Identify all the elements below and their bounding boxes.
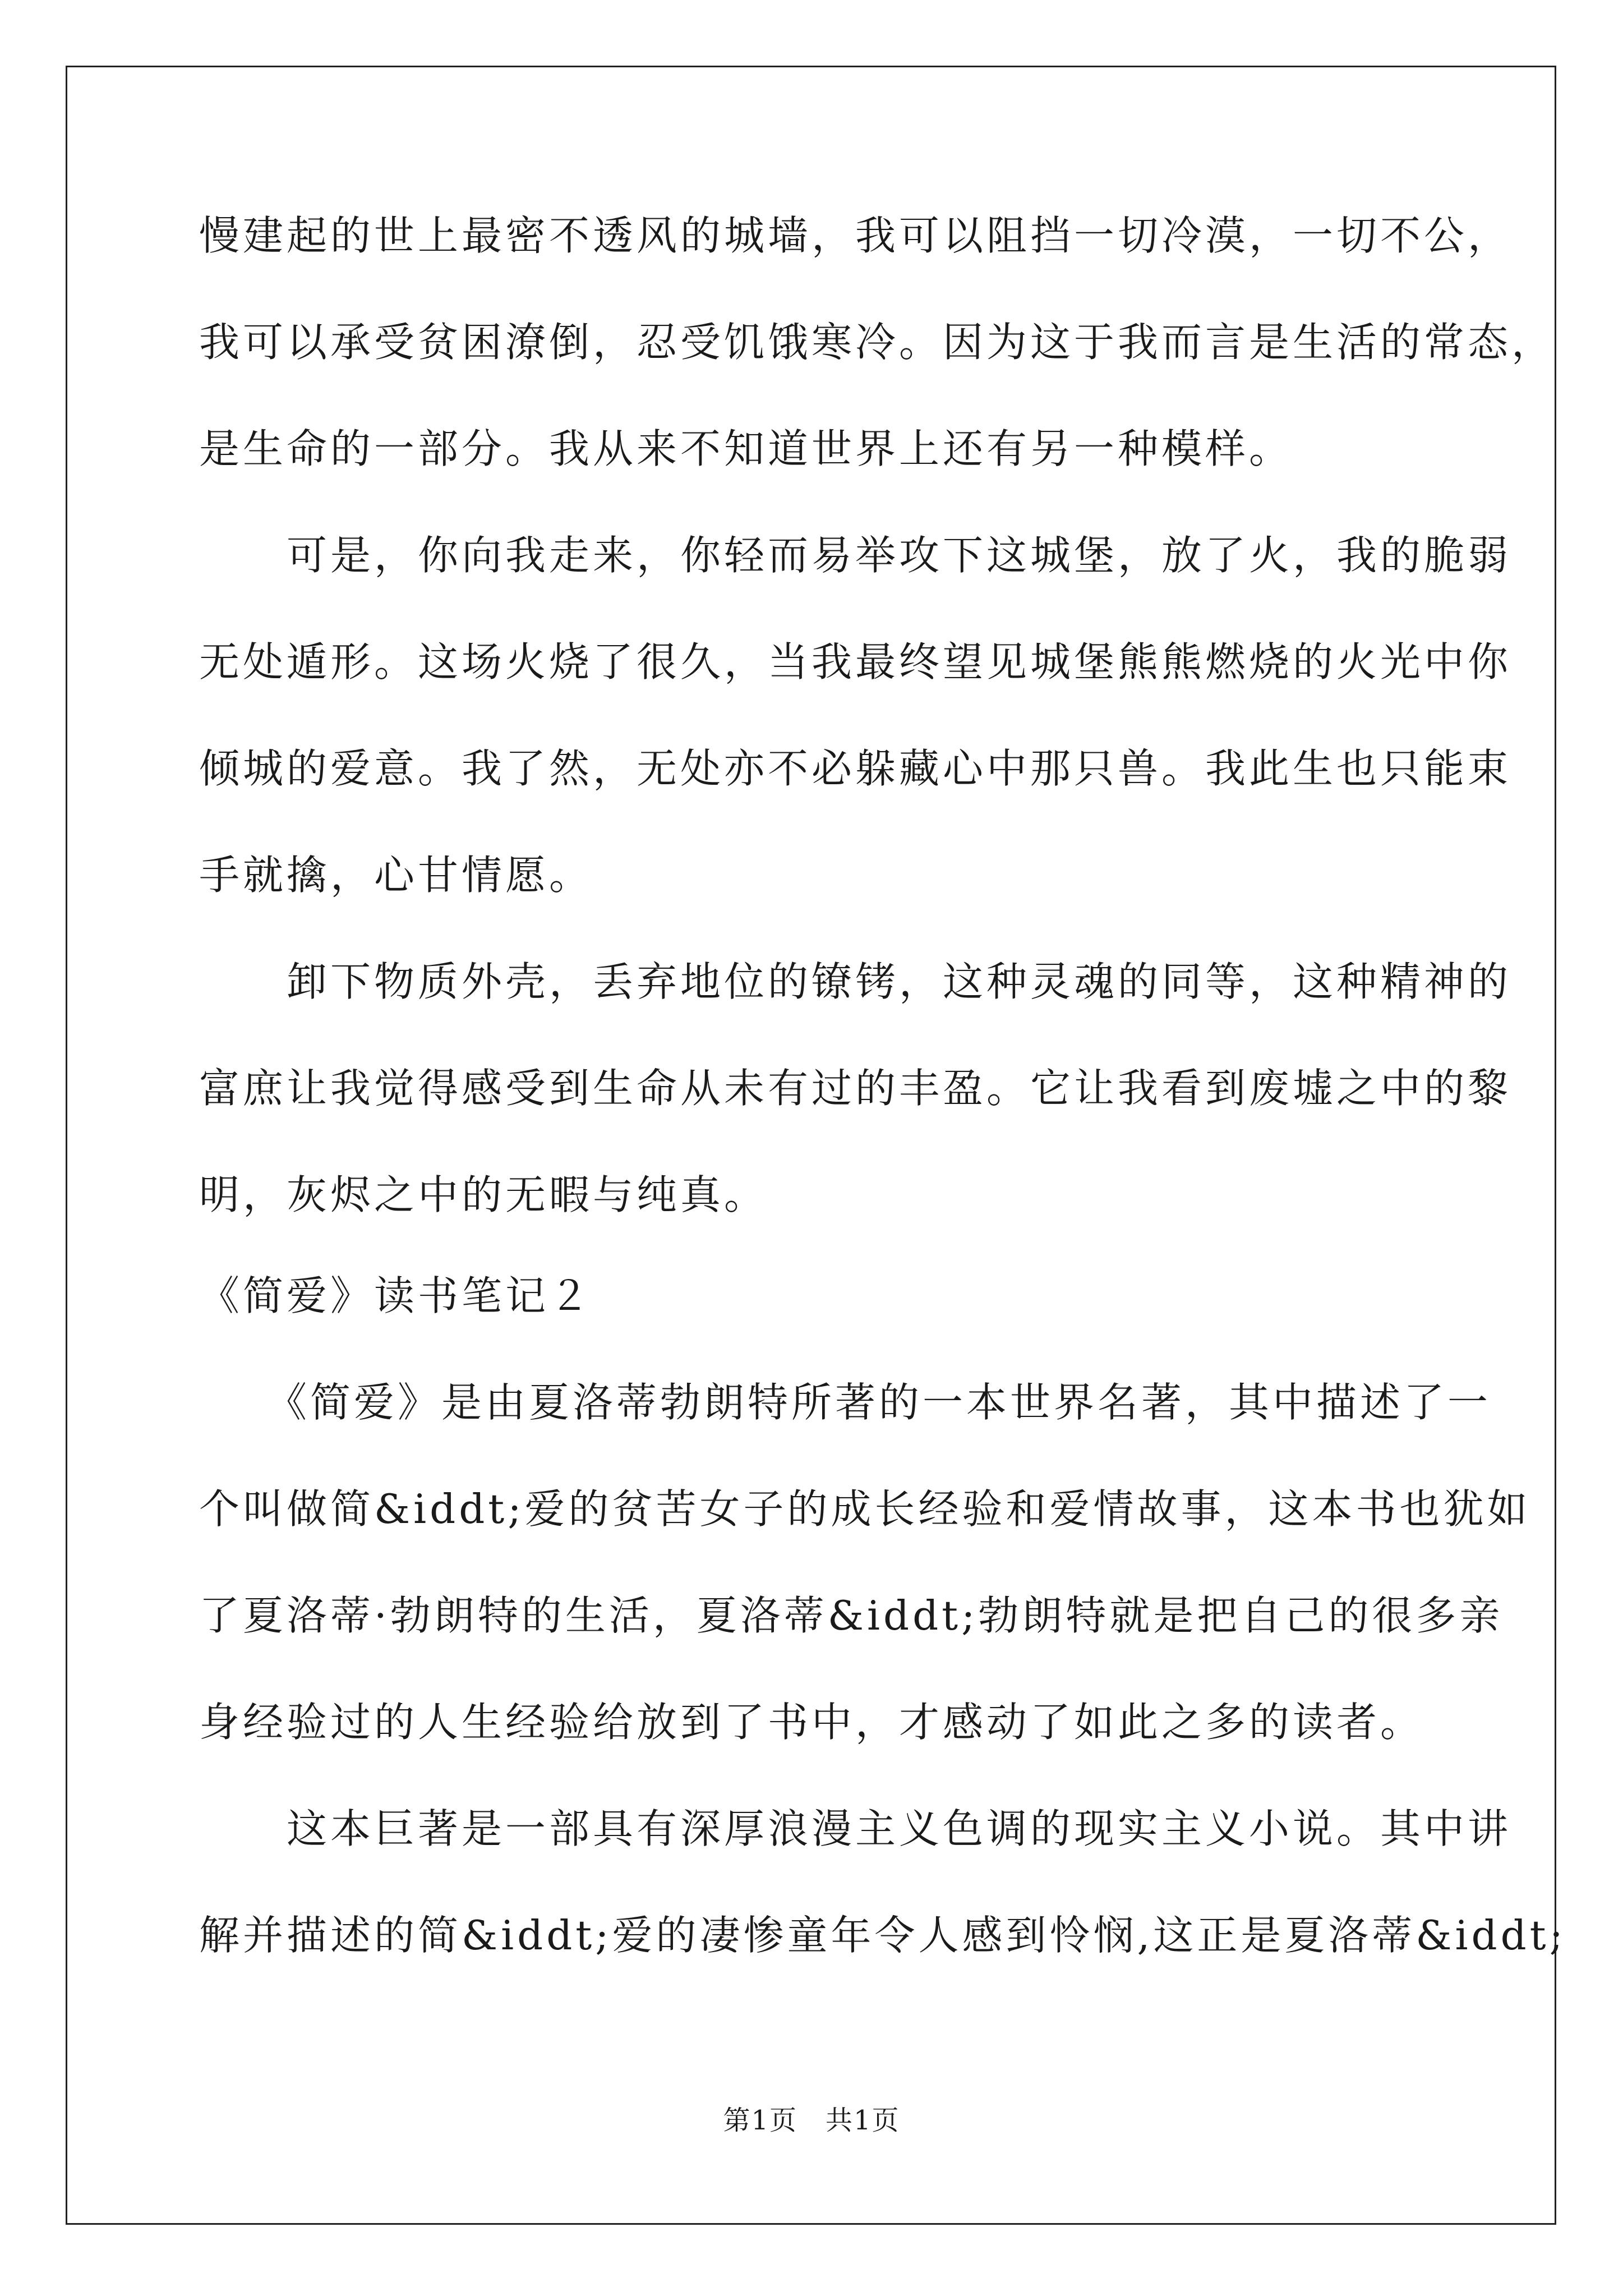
text-line: 个叫做简&iddt;爱的贫苦女子的成长经验和爱情故事，这本书也犹如	[199, 1485, 1531, 1533]
text-line: 是生命的一部分。我从来不知道世界上还有另一种模样。	[199, 425, 1293, 472]
text-line: 倾城的爱意。我了然，无处亦不必躲藏心中那只兽。我此生也只能束	[199, 745, 1512, 792]
text-line: 了夏洛蒂·勃朗特的生活，夏洛蒂&iddt;勃朗特就是把自己的很多亲	[199, 1592, 1504, 1639]
text-line: 手就擒，心甘情愿。	[199, 852, 593, 899]
paragraph-start-line: 《简爱》是由夏洛蒂勃朗特所著的一本世界名著，其中描述了一	[199, 1379, 1492, 1426]
section-heading: 《简爱》读书笔记２	[199, 1272, 593, 1319]
text-line: 身经验过的人生经验给放到了书中，才感动了如此之多的读者。	[199, 1699, 1424, 1746]
text-line: 解并描述的简&iddt;爱的凄惨童年令人感到怜悯,这正是夏洛蒂&iddt;	[199, 1912, 1566, 1959]
text-line: 慢建起的世上最密不透风的城墙，我可以阻挡一切冷漠，一切不公，	[199, 212, 1512, 259]
paragraph-start-line: 卸下物质外壳，丢弃地位的镣铐，这种灵魂的同等，这种精神的	[199, 958, 1512, 1005]
page-frame	[66, 66, 1556, 2225]
text-line: 无处遁形。这场火烧了很久，当我最终望见城堡熊熊燃烧的火光中你	[199, 638, 1512, 685]
paragraph-start-line: 这本巨著是一部具有深厚浪漫主义色调的现实主义小说。其中讲	[199, 1805, 1512, 1852]
paragraph-start-line: 可是，你向我走来，你轻而易举攻下这城堡，放了火，我的脆弱	[199, 532, 1512, 579]
text-line: 富庶让我觉得感受到生命从未有过的丰盈。它让我看到废墟之中的黎	[199, 1065, 1512, 1112]
text-line: 明，灰烬之中的无暇与纯真。	[199, 1171, 768, 1218]
text-line: 我可以承受贫困潦倒，忍受饥饿寒冷。因为这于我而言是生活的常态，	[199, 319, 1556, 366]
page-number-footer: 第1页 共1页	[723, 2105, 900, 2136]
